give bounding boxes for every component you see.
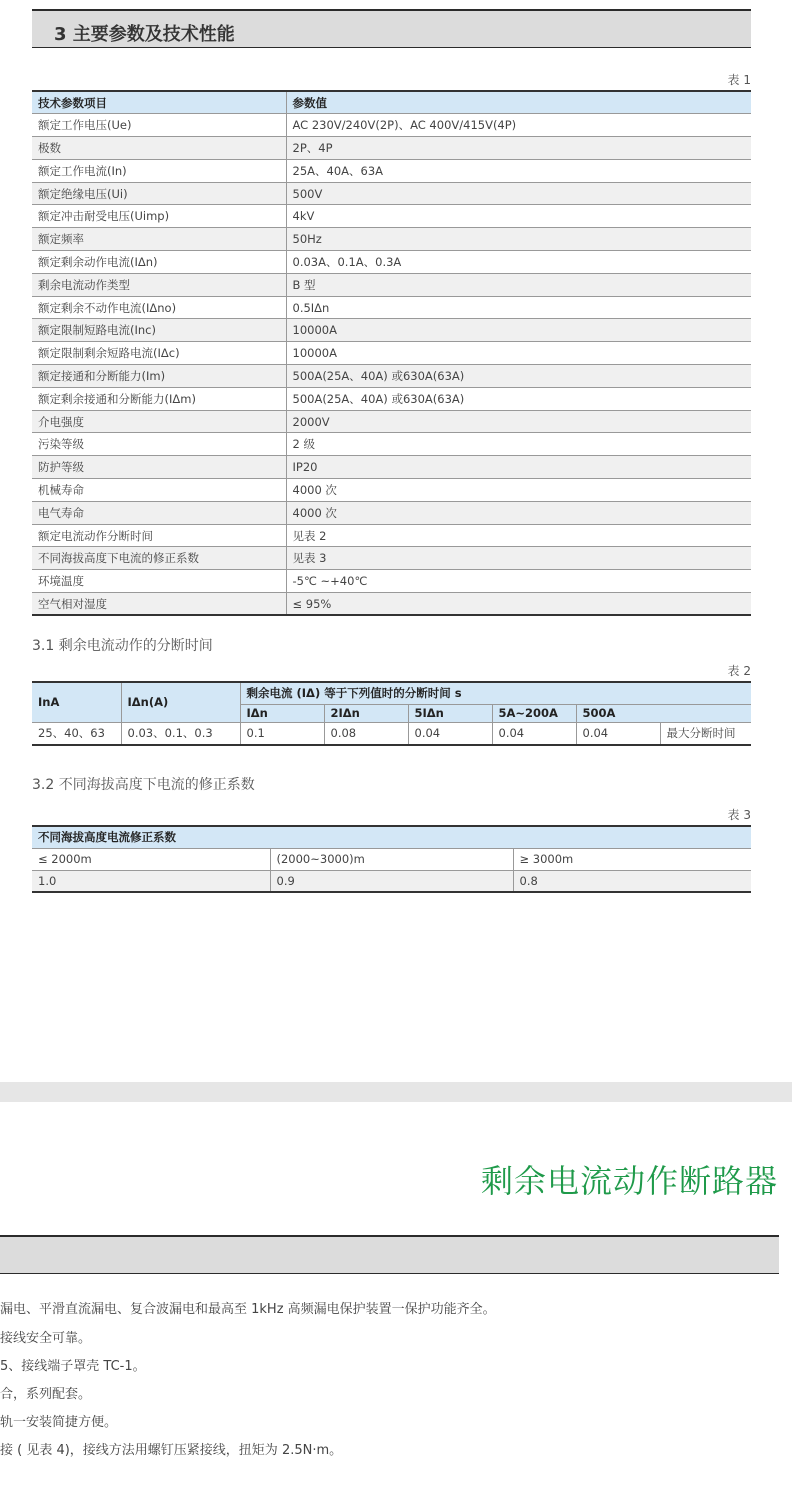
param-name-cell: 环境温度 (32, 570, 286, 593)
param-value-cell: ≤ 95% (286, 593, 751, 616)
section-header (32, 9, 751, 48)
table3-header: 不同海拔高度电流修正系数 (32, 826, 751, 848)
table-row (32, 479, 751, 502)
param-value-cell: 500A(25A、40A) 或630A(63A) (286, 387, 751, 410)
param-value-cell: 25A、40A、63A (286, 159, 751, 182)
param-name-cell: 额定绝缘电压(Ui) (32, 182, 286, 205)
table-row (32, 319, 751, 342)
table2-group-header: 剩余电流 (IΔ) 等于下列值时的分断时间 s (240, 682, 751, 704)
subsection-3-2-title: 3.2 不同海拔高度下电流的修正系数 (32, 777, 255, 793)
table2-subcol: IΔn (240, 704, 324, 722)
param-value-cell: AC 230V/240V(2P)、AC 400V/415V(4P) (286, 114, 751, 137)
param-name-cell: 额定工作电流(In) (32, 159, 286, 182)
param-name-cell: 额定工作电压(Ue) (32, 114, 286, 137)
param-name-cell: 额定剩余动作电流(IΔn) (32, 251, 286, 274)
table-row (32, 137, 751, 160)
table-row (32, 501, 751, 524)
table3-factor: 0.8 (513, 870, 751, 892)
table-row (32, 547, 751, 570)
param-value-cell: 4000 次 (286, 501, 751, 524)
table-row (32, 228, 751, 251)
param-name-cell: 电气寿命 (32, 501, 286, 524)
param-value-cell: 2000V (286, 410, 751, 433)
param-value-cell: 参数值 (286, 91, 751, 114)
param-value-cell: B 型 (286, 273, 751, 296)
table-row (32, 182, 751, 205)
table2-subcol: 500A (576, 704, 751, 722)
table-row (32, 593, 751, 616)
param-name-cell: 额定接通和分断能力(Im) (32, 365, 286, 388)
param-name-cell: 技术参数项目 (32, 91, 286, 114)
page-separator (0, 1082, 792, 1102)
param-value-cell: IP20 (286, 456, 751, 479)
param-name-cell: 额定剩余不动作电流(IΔno) (32, 296, 286, 319)
table3-factor: 1.0 (32, 870, 270, 892)
breaking-time-table (32, 681, 751, 746)
feature-line: 漏电、平滑直流漏电、复合波漏电和最高至 1kHz 高频漏电保护装置一保护功能齐全。 (0, 1302, 496, 1317)
param-name-cell: 剩余电流动作类型 (32, 273, 286, 296)
table3-label: 表 3 (727, 808, 751, 822)
param-value-cell: 4kV (286, 205, 751, 228)
table2-cell: 0.04 (408, 722, 492, 745)
table-row (32, 410, 751, 433)
param-name-cell: 极数 (32, 137, 286, 160)
param-value-cell: 500A(25A、40A) 或630A(63A) (286, 365, 751, 388)
table-row (32, 205, 751, 228)
param-name-cell: 额定频率 (32, 228, 286, 251)
param-value-cell: 见表 2 (286, 524, 751, 547)
table2-col-idn: IΔn(A) (121, 682, 240, 722)
feature-line: 轨一安装简捷方便。 (0, 1415, 118, 1430)
table-row (32, 433, 751, 456)
param-value-cell: 0.5IΔn (286, 296, 751, 319)
table2-cell: 0.03、0.1、0.3 (121, 722, 240, 745)
param-name-cell: 额定限制剩余短路电流(IΔc) (32, 342, 286, 365)
table2-cell: 0.04 (492, 722, 576, 745)
product-title: 剩余电流动作断路器 (480, 1162, 778, 1200)
table1-label: 表 1 (727, 73, 751, 87)
table2-cell: 最大分断时间 (660, 722, 751, 745)
param-value-cell: 500V (286, 182, 751, 205)
param-name-cell: 介电强度 (32, 410, 286, 433)
table2-cell: 0.08 (324, 722, 408, 745)
param-name-cell: 空气相对湿度 (32, 593, 286, 616)
section-header-next (0, 1235, 779, 1274)
table2-cell: 0.1 (240, 722, 324, 745)
param-value-cell: 10000A (286, 319, 751, 342)
param-name-cell: 额定冲击耐受电压(Uimp) (32, 205, 286, 228)
table-row (32, 456, 751, 479)
param-value-cell: 50Hz (286, 228, 751, 251)
table2-subcol: 2IΔn (324, 704, 408, 722)
param-name-cell: 不同海拔高度下电流的修正系数 (32, 547, 286, 570)
feature-line: 合，系列配套。 (0, 1387, 92, 1402)
table-row (32, 296, 751, 319)
param-name-cell: 额定电流动作分断时间 (32, 524, 286, 547)
feature-line: 接线安全可靠。 (0, 1331, 92, 1346)
table-row (32, 159, 751, 182)
table-row (32, 570, 751, 593)
table2-label: 表 2 (727, 664, 751, 678)
feature-line: 5、接线端子罩壳 TC-1。 (0, 1359, 146, 1374)
table-row (32, 342, 751, 365)
param-value-cell: 10000A (286, 342, 751, 365)
param-name-cell: 额定限制短路电流(Inc) (32, 319, 286, 342)
table-row (32, 387, 751, 410)
table3-altitude: ≥ 3000m (513, 848, 751, 870)
param-value-cell: 见表 3 (286, 547, 751, 570)
table-row (32, 114, 751, 137)
table3-factor: 0.9 (270, 870, 513, 892)
param-value-cell: 2P、4P (286, 137, 751, 160)
subsection-3-1-title: 3.1 剩余电流动作的分断时间 (32, 638, 213, 654)
param-name-cell: 防护等级 (32, 456, 286, 479)
param-name-cell: 污染等级 (32, 433, 286, 456)
table2-subcol: 5A~200A (492, 704, 576, 722)
table2-cell: 0.04 (576, 722, 660, 745)
table-row (32, 524, 751, 547)
altitude-correction-table (32, 825, 751, 893)
table-row (32, 273, 751, 296)
table2-col-ina: InA (32, 682, 121, 722)
param-name-cell: 机械寿命 (32, 479, 286, 502)
table2-subcol: 5IΔn (408, 704, 492, 722)
param-value-cell: 0.03A、0.1A、0.3A (286, 251, 751, 274)
table-row (32, 251, 751, 274)
table3-altitude: (2000~3000)m (270, 848, 513, 870)
param-value-cell: 2 级 (286, 433, 751, 456)
feature-line: 接 ( 见表 4)，接线方法用螺钉压紧接线，扭矩为 2.5N·m。 (0, 1443, 343, 1458)
param-value-cell: 4000 次 (286, 479, 751, 502)
parameters-table (32, 90, 751, 616)
table-row (32, 365, 751, 388)
param-name-cell: 额定剩余接通和分断能力(IΔm) (32, 387, 286, 410)
table2-cell: 25、40、63 (32, 722, 121, 745)
param-value-cell: -5℃ ~+40℃ (286, 570, 751, 593)
table-header-row (32, 91, 751, 114)
section-title: 3 主要参数及技术性能 (54, 24, 235, 45)
table3-altitude: ≤ 2000m (32, 848, 270, 870)
